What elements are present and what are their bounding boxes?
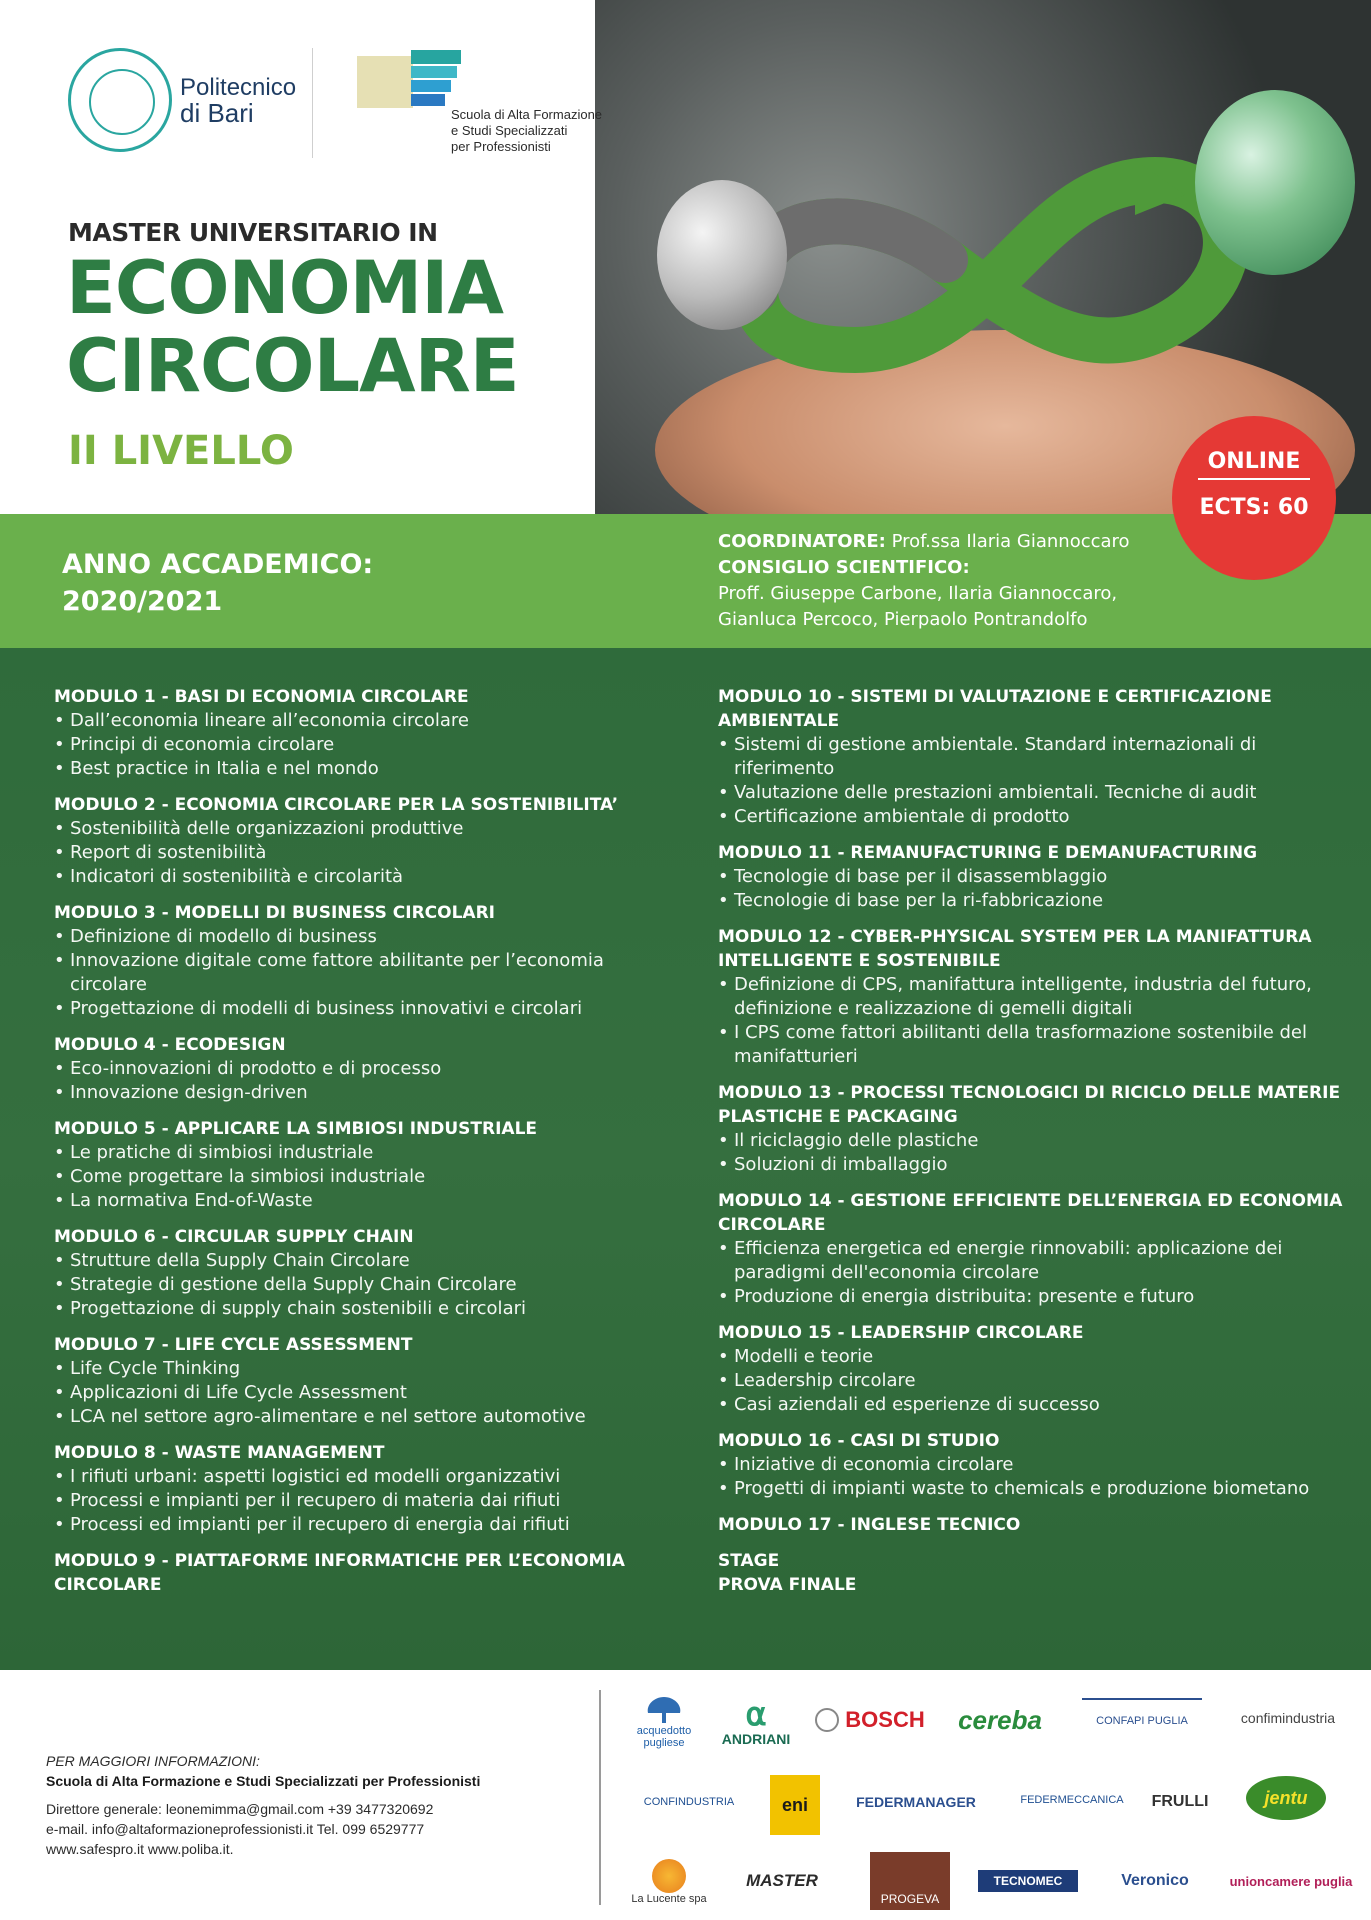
globe-green-icon: [1195, 90, 1355, 275]
sponsor-logo-acquedotto: [628, 1688, 700, 1756]
sponsor-name: ANDRIANI: [721, 1731, 791, 1747]
sponsor-name: MASTER: [746, 1871, 818, 1890]
module-item: • Il riciclaggio delle plastiche: [718, 1129, 1348, 1153]
module-item: • Dall’economia lineare all’economia circolare: [54, 709, 684, 733]
logo-politecnico-line2: di Bari: [180, 98, 254, 128]
module-item: • I rifiuti urbani: aspetti logistici ed modelli organizzativi: [54, 1465, 684, 1489]
module-item: • Processi e impianti per il recupero di materia dai rifiuti: [54, 1489, 684, 1513]
sponsor-name: jentu: [1264, 1787, 1308, 1808]
module-block: [718, 925, 1348, 1069]
main-title-line1: ECONOMIA: [66, 246, 503, 331]
modules-left-column: [54, 685, 684, 1609]
sponsor-logo-lalucente: [628, 1852, 710, 1912]
module-item: • Sostenibilità delle organizzazioni produttive: [54, 817, 684, 841]
module-block: [54, 1117, 684, 1213]
module-title: MODULO 15 - LEADERSHIP CIRCOLARE: [718, 1323, 1084, 1343]
module-block: [718, 1189, 1348, 1309]
sponsor-name: unioncamere puglia: [1229, 1873, 1353, 1889]
module-item: • Modelli e teorie: [718, 1345, 1348, 1369]
module-item: • Efficienza energetica ed energie rinnovabili: applicazione dei paradigmi dell'economia circolare: [718, 1237, 1348, 1285]
module-block: [54, 1333, 684, 1429]
logo-divider: [312, 48, 313, 158]
module-title: MODULO 6 - CIRCULAR SUPPLY CHAIN: [54, 1227, 414, 1247]
logo-scuola-line3: per Professionisti: [451, 139, 551, 154]
sponsor-name: CONFAPI PUGLIA: [1096, 1715, 1188, 1727]
sponsor-logo-bosch: [815, 1700, 925, 1740]
consiglio-label: CONSIGLIO SCIENTIFICO:: [718, 557, 970, 578]
module-item: • Innovazione design-driven: [54, 1081, 684, 1105]
module-block: [54, 1441, 684, 1537]
module-block: [718, 1513, 1348, 1537]
andriani-a-icon: ⍺: [745, 1696, 767, 1732]
module-item: • Le pratiche di simbiosi industriale: [54, 1141, 684, 1165]
tree-icon: [644, 1695, 684, 1725]
footer-director: Direttore generale: leonemimma@gmail.com +39 3477320692: [46, 1801, 434, 1817]
module-item: • Produzione di energia distribuita: presente e futuro: [718, 1285, 1348, 1309]
sponsor-name: CONFINDUSTRIA: [643, 1796, 735, 1808]
module-item: • Indicatori di sostenibilità e circolarità: [54, 865, 684, 889]
consiglio-value-line2: Gianluca Percoco, Pierpaolo Pontrandolfo: [718, 609, 1088, 630]
logo-scuola-line2: e Studi Specializzati: [451, 123, 568, 138]
sponsor-name: FEDERMANAGER: [856, 1794, 976, 1810]
main-title-line2: CIRCOLARE: [66, 324, 519, 409]
sponsor-logo-jentu: [1246, 1776, 1326, 1820]
sponsor-logo-andriani: [716, 1690, 796, 1754]
extra-item: STAGE: [718, 1551, 780, 1571]
sponsor-name: BOSCH: [845, 1707, 925, 1732]
module-block: [54, 901, 684, 1021]
module-item: • Casi aziendali ed esperienze di successo: [718, 1393, 1348, 1417]
sponsor-logo-progeva: [870, 1852, 950, 1910]
infinity-loop-icon: [715, 140, 1275, 390]
footer-info-title: PER MAGGIORI INFORMAZIONI:: [46, 1753, 260, 1769]
module-item: • Processi ed impianti per il recupero di energia dai rifiuti: [54, 1513, 684, 1537]
module-item: • Leadership circolare: [718, 1369, 1348, 1393]
sponsor-logo-federmanager: [846, 1784, 986, 1820]
sponsor-name: La Lucente spa: [631, 1893, 707, 1905]
sponsor-name: eni: [781, 1794, 808, 1815]
module-title: MODULO 2 - ECONOMIA CIRCOLARE PER LA SOSTENIBILITA’: [54, 795, 619, 815]
coordinator-label: COORDINATORE:: [718, 531, 886, 552]
footer-email: e-mail. info@altaformazioneprofessionisti.it Tel. 099 6529777: [46, 1821, 425, 1837]
logo-scuola: [355, 50, 605, 160]
module-title: MODULO 3 - MODELLI DI BUSINESS CIRCOLARI: [54, 903, 495, 923]
module-item: • Life Cycle Thinking: [54, 1357, 684, 1381]
sponsor-logo-unioncamere: [1226, 1864, 1356, 1898]
module-item: • Applicazioni di Life Cycle Assessment: [54, 1381, 684, 1405]
sponsor-name: PROGEVA: [880, 1892, 940, 1906]
module-title: MODULO 1 - BASI DI ECONOMIA CIRCOLARE: [54, 687, 469, 707]
extra-item: PROVA FINALE: [718, 1575, 857, 1595]
module-item: • Eco-innovazioni di prodotto e di processo: [54, 1057, 684, 1081]
module-block: [54, 793, 684, 889]
logo-scuola-text: [451, 107, 621, 155]
footer-info: [46, 1751, 480, 1859]
module-item: • Tecnologie di base per il disassemblaggio: [718, 865, 1348, 889]
footer-separator: [599, 1690, 601, 1905]
badge-online: ONLINE: [1207, 449, 1301, 474]
module-item: • LCA nel settore agro-alimentare e nel settore automotive: [54, 1405, 684, 1429]
module-title: MODULO 14 - GESTIONE EFFICIENTE DELL’ENERGIA ED ECONOMIA CIRCOLARE: [718, 1191, 1343, 1235]
level-label: II LIVELLO: [68, 428, 294, 474]
logo-politecnico-line1: Politecnico: [180, 74, 297, 101]
sponsor-name: FEDERMECCANICA: [1020, 1794, 1124, 1806]
sun-icon: [652, 1859, 686, 1893]
module-title: MODULO 13 - PROCESSI TECNOLOGICI DI RICICLO DELLE MATERIE PLASTICHE E PACKAGING: [718, 1083, 1341, 1127]
kicker-title: MASTER UNIVERSITARIO IN: [68, 218, 438, 247]
module-item: • Progettazione di supply chain sostenibili e circolari: [54, 1297, 684, 1321]
module-block: [718, 1321, 1348, 1417]
sponsor-logo-frulli: [1134, 1784, 1226, 1820]
module-title: MODULO 16 - CASI DI STUDIO: [718, 1431, 1000, 1451]
sponsor-logo-tecnomec: [978, 1870, 1078, 1892]
sponsor-name: Veronico: [1121, 1872, 1189, 1889]
module-block: [718, 1081, 1348, 1177]
module-title: MODULO 9 - PIATTAFORME INFORMATICHE PER L’ECONOMIA CIRCOLARE: [54, 1551, 625, 1595]
module-block: [54, 1225, 684, 1321]
consiglio-value-line1: Proff. Giuseppe Carbone, Ilaria Giannoccaro,: [718, 583, 1118, 604]
bosch-icon: [815, 1708, 839, 1732]
sponsor-name: acquedotto pugliese: [636, 1725, 692, 1749]
module-item: • Certificazione ambientale di prodotto: [718, 805, 1348, 829]
sponsor-logo-federmeccanica: [1020, 1780, 1124, 1820]
online-ects-badge: [1172, 416, 1336, 580]
modules-right-column: [718, 685, 1348, 1597]
module-block: [718, 1429, 1348, 1501]
sponsor-logo-cereba: [950, 1696, 1050, 1744]
module-block: [718, 841, 1348, 913]
sponsor-name: TECNOMEC: [993, 1874, 1063, 1888]
module-item: • Tecnologie di base per la ri-fabbricazione: [718, 889, 1348, 913]
module-item: • La normativa End-of-Waste: [54, 1189, 684, 1213]
module-title: MODULO 17 - INGLESE TECNICO: [718, 1515, 1021, 1535]
sponsor-logo-confindustria: [630, 1780, 748, 1824]
badge-divider: [1198, 478, 1310, 480]
module-title: MODULO 12 - CYBER-PHYSICAL SYSTEM PER LA MANIFATTURA INTELLIGENTE E SOSTENIBILE: [718, 927, 1312, 971]
module-title: MODULO 10 - SISTEMI DI VALUTAZIONE E CERTIFICAZIONE AMBIENTALE: [718, 687, 1272, 731]
globe-grey-icon: [657, 180, 787, 330]
footer-web: www.safespro.it www.poliba.it.: [46, 1841, 234, 1857]
module-item: • Soluzioni di imballaggio: [718, 1153, 1348, 1177]
badge-ects: ECTS: 60: [1199, 495, 1309, 520]
footer-org: Scuola di Alta Formazione e Studi Specializzati per Professionisti: [46, 1773, 481, 1789]
module-title: MODULO 7 - LIFE CYCLE ASSESSMENT: [54, 1335, 413, 1355]
module-item: • Principi di economia circolare: [54, 733, 684, 757]
module-item: • Best practice in Italia e nel mondo: [54, 757, 684, 781]
module-block: [54, 1033, 684, 1105]
module-item: • Innovazione digitale come fattore abilitante per l’economia circolare: [54, 949, 684, 997]
module-block: [54, 1549, 684, 1597]
module-item: • Strutture della Supply Chain Circolare: [54, 1249, 684, 1273]
sponsor-name: confimindustria: [1240, 1710, 1336, 1726]
module-item: • I CPS come fattori abilitanti della trasformazione sostenibile del manifatturieri: [718, 1021, 1348, 1069]
anno-value: 2020/2021: [62, 586, 223, 617]
module-item: • Valutazione delle prestazioni ambientali. Tecniche di audit: [718, 781, 1348, 805]
sponsor-logo-master: [732, 1866, 832, 1896]
module-item: • Definizione di CPS, manifattura intelligente, industria del futuro, definizione e realizzazione di gemelli digitali: [718, 973, 1348, 1021]
module-item: • Definizione di modello di business: [54, 925, 684, 949]
module-item: • Report di sostenibilità: [54, 841, 684, 865]
sponsor-name: FRULLI: [1151, 1793, 1209, 1810]
sponsor-logo-eni: [770, 1775, 820, 1835]
anno-label: ANNO ACCADEMICO:: [62, 549, 374, 580]
module-block: [718, 685, 1348, 829]
sponsor-logo-confapi: [1082, 1698, 1202, 1742]
coordinator-value: Prof.ssa Ilaria Giannoccaro: [891, 531, 1130, 552]
module-item: • Progetti di impianti waste to chemicals e produzione biometano: [718, 1477, 1348, 1501]
module-title: MODULO 4 - ECODESIGN: [54, 1035, 286, 1055]
sponsor-logo-confimindustria: [1222, 1698, 1354, 1738]
module-block: [54, 685, 684, 781]
logo-scuola-line1: Scuola di Alta Formazione: [451, 107, 603, 122]
sponsor-logo-veronico: [1104, 1868, 1206, 1894]
module-item: • Iniziative di economia circolare: [718, 1453, 1348, 1477]
module-item: • Strategie di gestione della Supply Chain Circolare: [54, 1273, 684, 1297]
module-item: • Progettazione di modelli di business innovativi e circolari: [54, 997, 684, 1021]
module-title: MODULO 11 - REMANUFACTURING E DEMANUFACTURING: [718, 843, 1258, 863]
module-item: • Sistemi di gestione ambientale. Standard internazionali di riferimento: [718, 733, 1348, 781]
module-title: MODULO 5 - APPLICARE LA SIMBIOSI INDUSTRIALE: [54, 1119, 538, 1139]
module-item: • Come progettare la simbiosi industriale: [54, 1165, 684, 1189]
book-icon: [355, 50, 467, 112]
module-title: MODULO 8 - WASTE MANAGEMENT: [54, 1443, 385, 1463]
logo-politecnico-bari: [68, 48, 308, 156]
sponsor-name: cereba: [958, 1704, 1042, 1735]
politecnico-seal-icon: [68, 48, 172, 152]
